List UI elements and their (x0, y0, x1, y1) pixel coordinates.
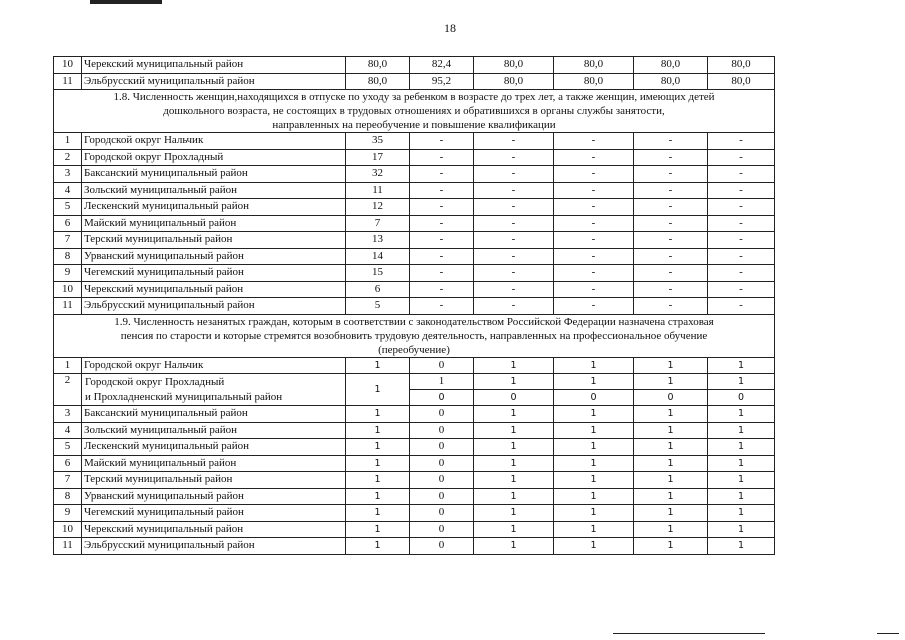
row-number: 7 (54, 472, 82, 489)
row-number: 3 (54, 166, 82, 183)
value-cell: - (410, 215, 474, 232)
district-name: Городской округ Нальчик (82, 357, 346, 374)
value-cell: 6 (346, 281, 410, 298)
value-cell: - (634, 199, 708, 216)
district-name: Чегемский муниципальный район (82, 265, 346, 282)
district-name: Черекский муниципальный район (82, 281, 346, 298)
value-cell: - (634, 281, 708, 298)
section-1-8-rows (54, 133, 775, 315)
table-row (54, 538, 775, 555)
table-row (54, 439, 775, 456)
section-1-9-rows-rest (54, 406, 775, 555)
value-cell: - (708, 215, 775, 232)
value-cell: 1 (554, 538, 634, 555)
district-name: Майский муниципальный район (82, 215, 346, 232)
value-cell: 1 (474, 521, 554, 538)
value-cell: - (410, 298, 474, 315)
value-cell: - (474, 281, 554, 298)
value-cell: 1 (474, 357, 554, 374)
value-cell: - (554, 298, 634, 315)
value-cell: 1 (346, 538, 410, 555)
district-name-line-1: Городской округ Прохладный (85, 375, 225, 388)
value-cell: 80,0 (634, 57, 708, 74)
value-cell: 1 (474, 406, 554, 423)
value-cell: 1 (474, 455, 554, 472)
value-cell: 0 (410, 455, 474, 472)
value-cell: 1 (346, 521, 410, 538)
value-cell: 1 (474, 505, 554, 522)
value-cell: - (410, 281, 474, 298)
district-name: Эльбрусский муниципальный район (82, 538, 346, 555)
value-cell: - (410, 166, 474, 183)
district-name: Урванский муниципальный район (82, 488, 346, 505)
district-name: Лескенский муниципальный район (82, 439, 346, 456)
value-cell: - (708, 133, 775, 150)
value-cell: - (474, 199, 554, 216)
value-cell: 1 (708, 488, 775, 505)
value-cell: 80,0 (708, 57, 775, 74)
table-row (54, 281, 775, 298)
value-cell: - (554, 182, 634, 199)
row-number: 6 (54, 215, 82, 232)
value-cell: 80,0 (708, 73, 775, 90)
value-cell: 1 (554, 455, 634, 472)
value-cell: - (554, 232, 634, 249)
value-cell: 1 (708, 538, 775, 555)
value-cell: 1 (634, 357, 708, 374)
table-row (54, 232, 775, 249)
row-number: 4 (54, 422, 82, 439)
signature-line-short (877, 633, 899, 634)
section-1-9-rows (54, 357, 775, 406)
row-number: 7 (54, 232, 82, 249)
value-cell-split (554, 374, 634, 406)
value-cell: - (634, 133, 708, 150)
table-row (54, 215, 775, 232)
value-cell: 80,0 (634, 73, 708, 90)
value-upper: 1 (708, 374, 774, 390)
value-cell: 0 (410, 472, 474, 489)
row-number: 4 (54, 182, 82, 199)
district-name: Чегемский муниципальный район (82, 505, 346, 522)
table-row-merged (54, 374, 775, 406)
value-cell: 1 (708, 422, 775, 439)
value-cell: - (410, 133, 474, 150)
value-cell: 0 (410, 538, 474, 555)
value-cell: 1 (554, 357, 634, 374)
value-cell: 1 (708, 455, 775, 472)
value-cell: 82,4 (410, 57, 474, 74)
value-cell: - (474, 248, 554, 265)
value-cell: 1 (634, 538, 708, 555)
value-cell: 12 (346, 199, 410, 216)
value-cell: - (410, 182, 474, 199)
district-name: Черекский муниципальный район (82, 521, 346, 538)
value-cell: 95,2 (410, 73, 474, 90)
table-row (54, 182, 775, 199)
row-number: 5 (54, 199, 82, 216)
value-upper: 1 (634, 374, 707, 390)
value-cell: - (708, 248, 775, 265)
value-cell: 1 (346, 505, 410, 522)
district-name: Терский муниципальный район (82, 232, 346, 249)
district-name: Зольский муниципальный район (82, 422, 346, 439)
value-cell: 1 (634, 488, 708, 505)
value-cell: - (410, 199, 474, 216)
value-cell: 1 (474, 472, 554, 489)
row-number: 11 (54, 73, 82, 90)
value-cell: 1 (346, 472, 410, 489)
value-lower: 0 (510, 392, 517, 403)
value-cell: 1 (634, 455, 708, 472)
value-cell: - (474, 265, 554, 282)
value-cell: - (634, 149, 708, 166)
value-cell: 17 (346, 149, 410, 166)
value-cell: 5 (346, 298, 410, 315)
value-upper: 1 (410, 374, 473, 390)
value-cell: 15 (346, 265, 410, 282)
value-cell: - (554, 215, 634, 232)
signature-line (613, 633, 765, 634)
value-cell: - (634, 215, 708, 232)
value-cell: - (708, 199, 775, 216)
table-row (54, 472, 775, 489)
district-name: Городской округ Нальчик (82, 133, 346, 150)
value-cell: 1 (554, 406, 634, 423)
value-cell: 0 (410, 406, 474, 423)
value-cell: 1 (708, 357, 775, 374)
row-number: 5 (54, 439, 82, 456)
value-cell: - (634, 298, 708, 315)
row-number: 1 (54, 357, 82, 374)
row-number: 2 (54, 374, 82, 406)
value-cell: - (708, 298, 775, 315)
value-cell: 14 (346, 248, 410, 265)
row-number: 2 (54, 149, 82, 166)
district-name: Баксанский муниципальный район (82, 406, 346, 423)
district-name: Баксанский муниципальный район (82, 166, 346, 183)
table-row (54, 455, 775, 472)
value-cell: 1 (708, 439, 775, 456)
value-cell: 1 (708, 472, 775, 489)
value-cell: 32 (346, 166, 410, 183)
row-number: 10 (54, 57, 82, 74)
value-cell: - (634, 232, 708, 249)
value-cell: 1 (634, 472, 708, 489)
district-name: Городской округ Прохладный (82, 149, 346, 166)
value-cell: - (708, 166, 775, 183)
value-cell: 1 (346, 439, 410, 456)
value-cell: 13 (346, 232, 410, 249)
district-name: Урванский муниципальный район (82, 248, 346, 265)
section-heading-1-8: 1.8. Численность женщин,находящихся в отпуске по уходу за ребенком в возрасте до трех лет, а также женщин, имеющих детей дошкольного возраста, не состоящих в трудовых отношениях и обратившихся в органы службы занятости, направленных на переобучение и повышение квалификации (54, 90, 775, 133)
value-cell: - (410, 232, 474, 249)
district-name: Лескенский муниципальный район (82, 199, 346, 216)
district-name-line-2: и Прохладненский муниципальный район (85, 390, 283, 403)
table-row (54, 248, 775, 265)
table-row (54, 166, 775, 183)
table-row (54, 199, 775, 216)
row-number: 10 (54, 281, 82, 298)
value-cell: - (708, 265, 775, 282)
value-cell: - (474, 133, 554, 150)
value-cell: 1 (708, 521, 775, 538)
value-cell: - (474, 215, 554, 232)
value-cell: - (554, 133, 634, 150)
value-cell: - (554, 149, 634, 166)
value-cell: - (634, 166, 708, 183)
value-cell: 1 (474, 488, 554, 505)
value-cell: 1 (346, 422, 410, 439)
section-1-9-heading (54, 314, 775, 357)
value-cell: 0 (410, 488, 474, 505)
value-cell: - (474, 298, 554, 315)
row-number: 1 (54, 133, 82, 150)
value-cell: 80,0 (554, 57, 634, 74)
value-cell: 1 (634, 406, 708, 423)
value-lower: 0 (737, 392, 745, 403)
value-cell: - (554, 265, 634, 282)
value-cell: - (554, 166, 634, 183)
district-name: Черекский муниципальный район (82, 57, 346, 74)
table-row (54, 357, 775, 374)
table-row (54, 298, 775, 315)
district-name (82, 374, 346, 406)
value-cell: 1 (554, 488, 634, 505)
value-cell: 80,0 (474, 73, 554, 90)
value-cell: - (410, 248, 474, 265)
value-cell: - (554, 248, 634, 265)
table-row (54, 505, 775, 522)
value-cell: 1 (634, 422, 708, 439)
statistics-table (53, 56, 775, 555)
value-cell: 80,0 (346, 73, 410, 90)
value-cell: 0 (410, 357, 474, 374)
district-name: Зольский муниципальный район (82, 182, 346, 199)
value-cell: - (474, 182, 554, 199)
row-number: 9 (54, 505, 82, 522)
value-cell: 1 (708, 505, 775, 522)
value-cell: 1 (346, 455, 410, 472)
table-row (54, 422, 775, 439)
row-number: 8 (54, 248, 82, 265)
value-cell: 80,0 (346, 57, 410, 74)
district-name: Эльбрусский муниципальный район (82, 73, 346, 90)
top-edge-mark (90, 0, 162, 4)
value-cell: 1 (346, 374, 410, 406)
value-cell: 1 (708, 406, 775, 423)
district-name: Майский муниципальный район (82, 455, 346, 472)
value-cell: 1 (554, 422, 634, 439)
value-cell: - (708, 182, 775, 199)
value-cell: - (708, 281, 775, 298)
value-upper: 1 (474, 374, 553, 390)
value-cell: - (554, 281, 634, 298)
table-row (54, 57, 775, 74)
value-cell: 1 (346, 357, 410, 374)
value-cell: 1 (634, 505, 708, 522)
value-cell-split (410, 374, 474, 406)
table-row (54, 488, 775, 505)
value-cell: 1 (346, 406, 410, 423)
value-cell: 0 (410, 422, 474, 439)
value-cell-split (474, 374, 554, 406)
value-cell: - (634, 248, 708, 265)
value-cell: 11 (346, 182, 410, 199)
section-1-8-heading (54, 90, 775, 133)
value-cell: - (474, 232, 554, 249)
value-cell: 1 (634, 521, 708, 538)
value-cell: 0 (410, 505, 474, 522)
row-number: 11 (54, 298, 82, 315)
value-cell: 1 (554, 505, 634, 522)
value-cell: 1 (474, 538, 554, 555)
section-1-7-rows (54, 57, 775, 90)
row-number: 3 (54, 406, 82, 423)
value-cell: 1 (554, 521, 634, 538)
value-cell-split (634, 374, 708, 406)
value-cell: - (474, 166, 554, 183)
table-row (54, 73, 775, 90)
value-cell: - (554, 199, 634, 216)
section-heading-1-9: 1.9. Численность незанятых граждан, которым в соответствии с законодательством Российской Федерации назначена страховая пенсия по старости и которые стремятся возобновить трудовую деятельность, направленных на профессиональное обучение (переобучение) (54, 314, 775, 357)
table-row (54, 265, 775, 282)
value-cell: 1 (554, 439, 634, 456)
value-cell: 1 (554, 472, 634, 489)
value-upper: 1 (554, 374, 633, 390)
row-number: 11 (54, 538, 82, 555)
value-lower: 0 (667, 392, 674, 403)
value-cell: 1 (634, 439, 708, 456)
value-cell-split (708, 374, 775, 406)
value-cell: 0 (410, 521, 474, 538)
row-number: 8 (54, 488, 82, 505)
value-cell: 1 (474, 422, 554, 439)
value-cell: 35 (346, 133, 410, 150)
value-cell: - (634, 182, 708, 199)
row-number: 6 (54, 455, 82, 472)
row-number: 10 (54, 521, 82, 538)
district-name: Терский муниципальный район (82, 472, 346, 489)
value-cell: - (410, 149, 474, 166)
value-cell: 0 (410, 439, 474, 456)
value-cell: 80,0 (554, 73, 634, 90)
value-cell: 80,0 (474, 57, 554, 74)
value-cell: - (410, 265, 474, 282)
table-row (54, 133, 775, 150)
value-lower: 0 (590, 392, 597, 403)
district-name: Эльбрусский муниципальный район (82, 298, 346, 315)
table-row (54, 406, 775, 423)
table-row (54, 149, 775, 166)
row-number: 9 (54, 265, 82, 282)
value-cell: 1 (346, 488, 410, 505)
table-row (54, 521, 775, 538)
value-cell: 1 (474, 439, 554, 456)
page-number: 18 (444, 21, 456, 35)
value-cell: - (474, 149, 554, 166)
value-cell: - (708, 232, 775, 249)
value-cell: - (708, 149, 775, 166)
value-cell: 7 (346, 215, 410, 232)
value-lower: 0 (438, 392, 445, 403)
value-cell: - (634, 265, 708, 282)
